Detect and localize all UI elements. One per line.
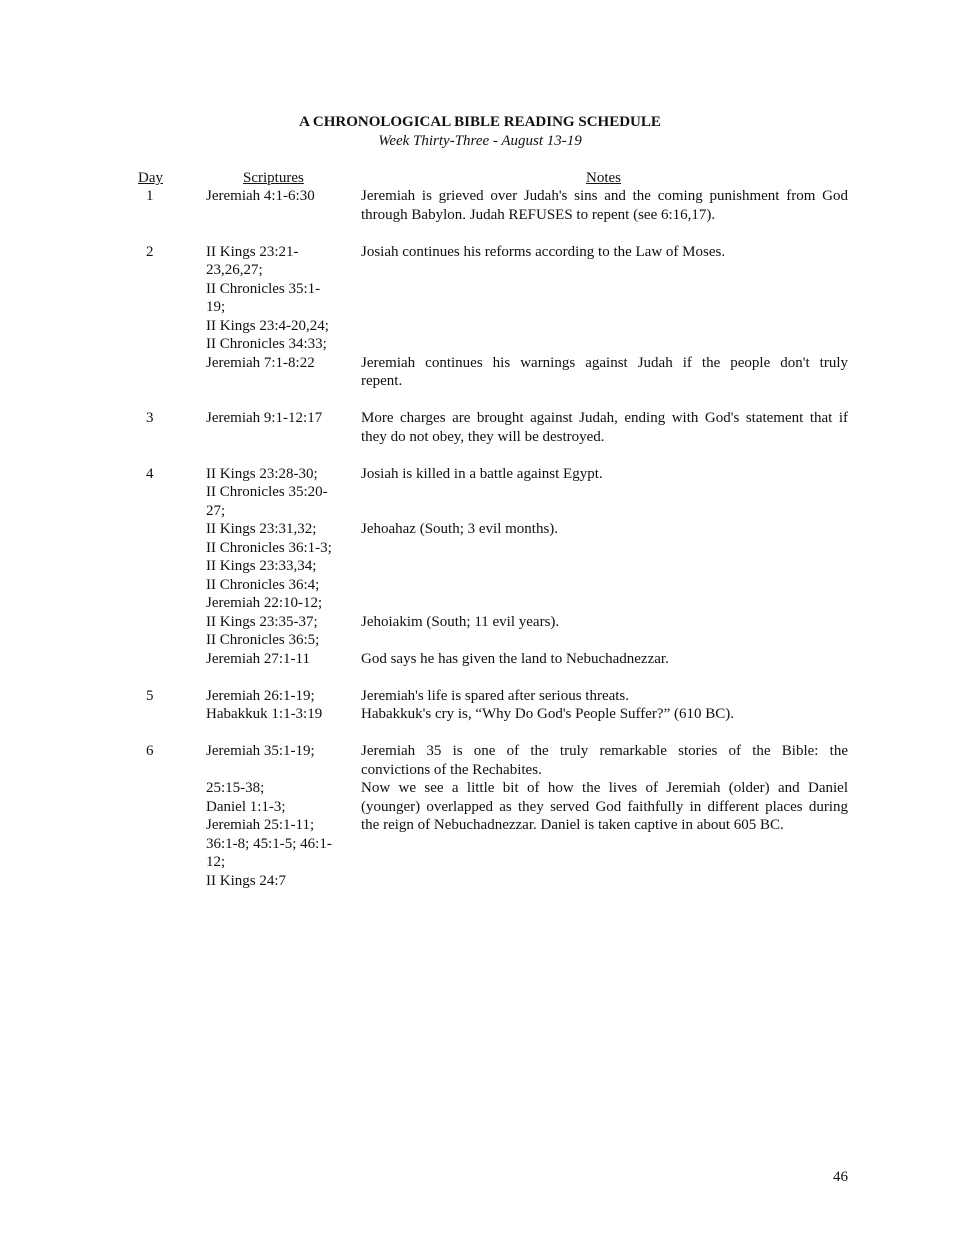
scriptures-cell (206, 409, 348, 428)
scripture-line: Jeremiah 22:10-12; (206, 595, 323, 611)
column-header-notes: Notes (586, 170, 621, 186)
schedule-row-day-1 (0, 187, 960, 224)
scripture-line: II Kings 23:35-37; (206, 613, 318, 630)
note-line: (younger) overlapped as they served God faithfully in different places during (361, 798, 848, 815)
scripture-line: Jeremiah 26:1-19; (206, 687, 315, 704)
note-line (361, 539, 848, 558)
notes-cell (361, 465, 848, 669)
note-line (361, 872, 848, 891)
note-line: Jeremiah continues his warnings against Judah if the people don't truly (361, 354, 848, 371)
scripture-line: Jeremiah 4:1-6:30 (206, 188, 315, 204)
scripture-line: 25:15-38; (206, 780, 265, 796)
note-line (361, 557, 848, 576)
scripture-line: 19; (206, 299, 226, 315)
scripture-line: Daniel 1:1-3; (206, 798, 286, 815)
scripture-line: II Kings 24:7 (206, 872, 286, 889)
note-line (361, 317, 848, 336)
scripture-line: II Chronicles 34:33; (206, 336, 327, 352)
note-line: repent. (361, 373, 403, 389)
scripture-line: II Kings 23:28-30; (206, 465, 318, 482)
note-line (361, 835, 848, 854)
note-line (361, 483, 848, 502)
scripture-line: 12; (206, 854, 226, 870)
scripture-line: II Chronicles 36:4; (206, 576, 320, 593)
note-line: they do not obey, they will be destroyed. (361, 428, 605, 445)
scriptures-cell (206, 742, 348, 890)
notes-cell (361, 187, 848, 224)
note-line (361, 502, 848, 521)
scripture-line: II Chronicles 35:20- (206, 484, 328, 500)
note-line (361, 631, 848, 650)
page-title: A CHRONOLOGICAL BIBLE READING SCHEDULE (299, 114, 661, 130)
scripture-line: 27; (206, 502, 226, 519)
scripture-line: II Chronicles 36:1-3; (206, 539, 332, 556)
note-line: More charges are brought against Judah, ending with God's statement that if (361, 410, 848, 426)
note-line: Jeremiah is grieved over Judah's sins and the coming punishment from God (361, 188, 848, 204)
scripture-line: II Kings 23:21- (206, 243, 299, 260)
day-number: 1 (146, 188, 154, 204)
note-line: Jeremiah 35 is one of the truly remarkable stories of the Bible: the (361, 743, 848, 759)
scripture-line (206, 761, 348, 780)
scripture-line: II Kings 23:33,34; (206, 558, 317, 574)
day-number: 5 (146, 687, 154, 704)
schedule-row-day-5 (0, 687, 960, 724)
note-line: God says he has given the land to Nebuchadnezzar. (361, 650, 669, 667)
note-line (361, 335, 848, 354)
page-number: 46 (833, 1169, 848, 1185)
schedule-row-day-6 (0, 742, 960, 890)
schedule-table (0, 187, 960, 909)
note-line: Jeremiah's life is spared after serious threats. (361, 687, 630, 704)
note-line (361, 594, 848, 613)
schedule-row-day-2 (0, 243, 960, 391)
note-line (361, 576, 848, 595)
scripture-line: 23,26,27; (206, 262, 263, 278)
note-line: Josiah continues his reforms according to the Law of Moses. (361, 243, 726, 260)
day-number: 4 (146, 465, 154, 482)
note-line: the reign of Nebuchadnezzar. Daniel is taken captive in about 605 BC. (361, 817, 784, 833)
note-line: through Babylon. Judah REFUSES to repent (see 6:16,17). (361, 206, 716, 223)
notes-cell (361, 409, 848, 446)
scripture-line: Jeremiah 9:1-12:17 (206, 410, 323, 426)
scripture-line: Jeremiah 35:1-19; (206, 743, 315, 759)
note-line (361, 280, 848, 299)
scripture-line: Jeremiah 27:1-11 (206, 650, 310, 667)
scripture-line: II Kings 23:4-20,24; (206, 317, 329, 334)
scripture-line: II Chronicles 36:5; (206, 632, 320, 648)
scripture-line: II Kings 23:31,32; (206, 521, 317, 537)
note-line: Jehoahaz (South; 3 evil months). (361, 521, 559, 537)
scripture-line: 36:1-8; 45:1-5; 46:1- (206, 835, 332, 852)
day-number: 6 (146, 743, 154, 759)
scripture-line: Habakkuk 1:1-3:19 (206, 706, 323, 722)
note-line: Josiah is killed in a battle against Egypt. (361, 465, 603, 482)
scripture-line: Jeremiah 25:1-11; (206, 817, 315, 833)
day-number: 3 (146, 410, 154, 426)
notes-cell (361, 742, 848, 890)
day-number: 2 (146, 243, 154, 260)
note-line: Jehoiakim (South; 11 evil years). (361, 613, 560, 630)
scriptures-cell (206, 187, 348, 206)
page-subtitle: Week Thirty-Three - August 13-19 (378, 133, 582, 149)
notes-cell (361, 243, 848, 391)
scriptures-cell (206, 465, 348, 669)
scripture-line: Jeremiah 7:1-8:22 (206, 354, 315, 371)
note-line: convictions of the Rechabites. (361, 761, 542, 778)
note-line (361, 853, 848, 872)
schedule-row-day-4 (0, 465, 960, 669)
note-line (361, 261, 848, 280)
note-line (361, 298, 848, 317)
scriptures-cell (206, 243, 348, 373)
column-header-scriptures: Scriptures (243, 170, 304, 186)
column-header-day: Day (138, 170, 163, 186)
note-line: Now we see a little bit of how the lives of Jeremiah (older) and Daniel (361, 780, 848, 796)
notes-cell (361, 687, 848, 724)
schedule-row-day-3 (0, 409, 960, 446)
note-line: Habakkuk's cry is, “Why Do God's People Suffer?” (610 BC). (361, 706, 734, 722)
scriptures-cell (206, 687, 348, 724)
scripture-line: II Chronicles 35:1- (206, 280, 321, 297)
